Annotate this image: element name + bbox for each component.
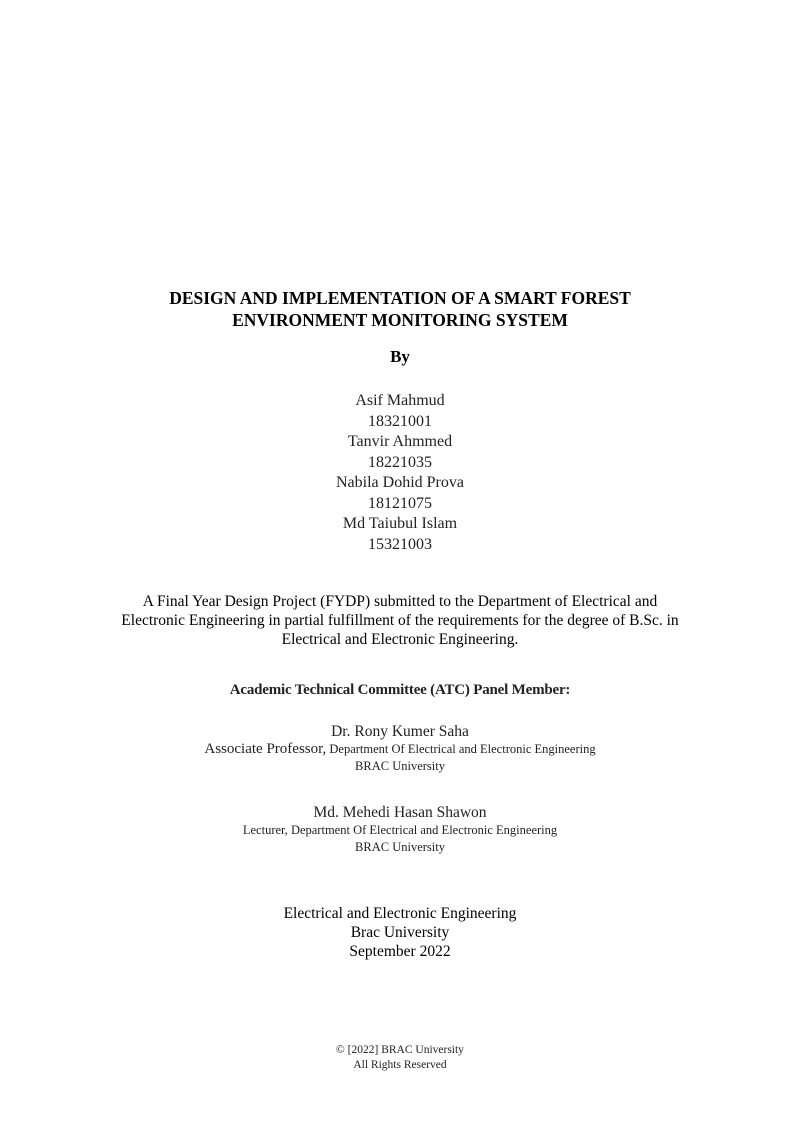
submission-statement [0, 592, 800, 649]
department-name: Electrical and Electronic Engineering [283, 905, 517, 922]
atc-heading: Academic Technical Committee (ATC) Panel Member: [229, 682, 571, 698]
university-name: Brac University [350, 924, 450, 941]
author-list [0, 391, 800, 555]
panel-member-role [0, 822, 800, 839]
thesis-title [0, 287, 800, 331]
author-name: Md Taiubul Islam [342, 515, 458, 532]
author-name: Nabila Dohid Prova [336, 474, 464, 491]
panel-member-org: BRAC University [355, 840, 445, 854]
statement-line-3: Electrical and Electronic Engineering. [281, 631, 519, 648]
thesis-title-line-1: DESIGN AND IMPLEMENTATION OF A SMART FOREST [169, 288, 631, 308]
panel-member [0, 803, 800, 856]
submission-date: September 2022 [349, 943, 451, 960]
institution-block [0, 904, 800, 961]
author-id: 18321001 [368, 412, 432, 430]
author-name: Asif Mahmud [355, 392, 445, 409]
panel-member-role [0, 741, 800, 758]
statement-line-1: A Final Year Design Project (FYDP) submitted to the Department of Electrical and [142, 593, 658, 610]
panel-member-name: Dr. Rony Kumer Saha [331, 723, 469, 740]
panel-member-rank: Lecturer, [242, 823, 288, 837]
statement-line-2: Electronic Engineering in partial fulfillment of the requirements for the degree of B.Sc. in [121, 612, 679, 629]
thesis-title-line-2: ENVIRONMENT MONITORING SYSTEM [232, 310, 568, 330]
panel-member-org: BRAC University [355, 759, 445, 773]
rights-reserved-line: All Rights Reserved [353, 1059, 447, 1071]
copyright-line: © [2022] BRAC University [336, 1044, 464, 1056]
panel-member-name: Md. Mehedi Hasan Shawon [313, 804, 487, 821]
author-id: 15321003 [368, 535, 432, 553]
panel-member [0, 722, 800, 775]
by-label: By [390, 347, 410, 366]
panel-member-department: Department Of Electrical and Electronic Engineering [287, 823, 558, 837]
panel-member-rank: Associate Professor, [204, 741, 327, 757]
author-id: 18221035 [368, 453, 432, 471]
copyright-notice [0, 1043, 800, 1073]
panel-member-department: Department Of Electrical and Electronic Engineering [326, 742, 596, 756]
author-id: 18121075 [368, 494, 432, 512]
author-name: Tanvir Ahmmed [347, 433, 453, 450]
